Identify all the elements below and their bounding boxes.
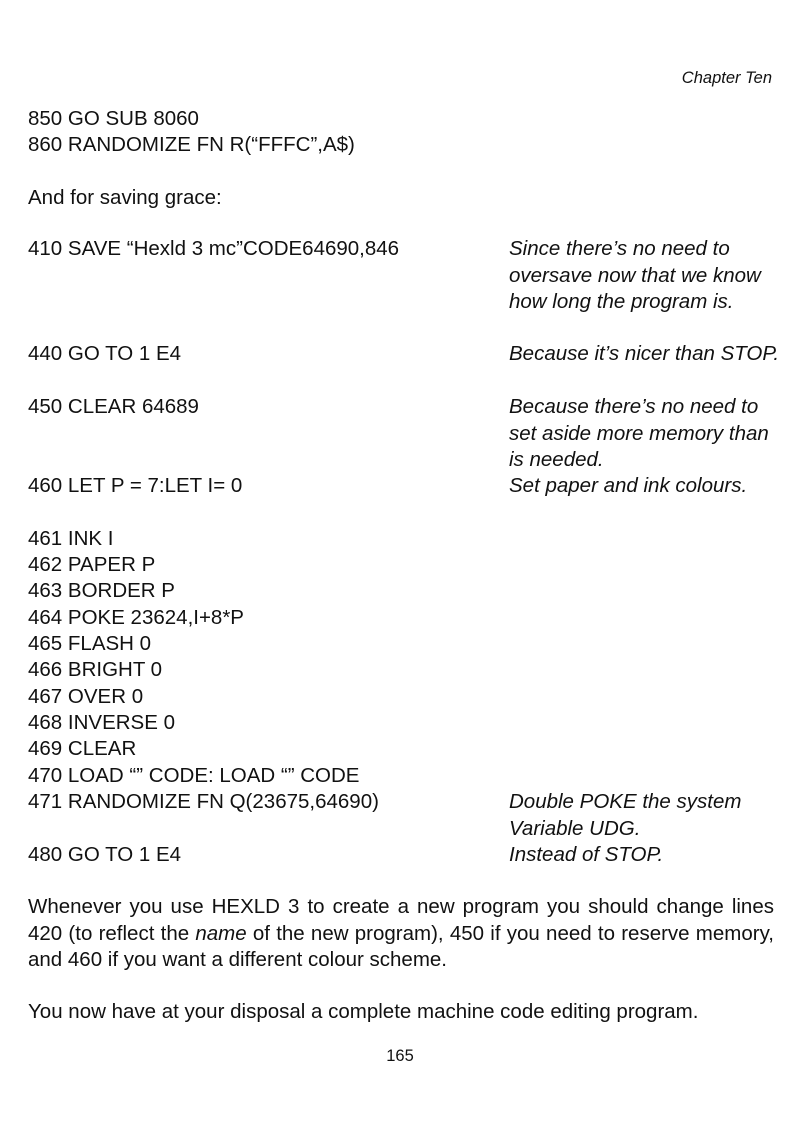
code-line: 440 GO TO 1 E4	[28, 342, 182, 365]
code-line: 468 INVERSE 0	[28, 711, 175, 734]
code-annotation: Because there’s no need to set aside more memory than is needed.	[509, 395, 769, 471]
code-line: 460 LET P = 7:LET I= 0	[28, 474, 243, 497]
page-number: 165	[386, 1047, 414, 1065]
code-line: 465 FLASH 0	[28, 632, 152, 655]
body-paragraph: You now have at your disposal a complete machine code editing program.	[28, 1000, 699, 1023]
running-head: Chapter Ten	[681, 69, 772, 87]
code-annotation: Set paper and ink colours.	[509, 474, 748, 497]
code-line: 466 BRIGHT 0	[28, 658, 163, 681]
code-line: 467 OVER 0	[28, 685, 144, 708]
code-annotation: Because it’s nicer than STOP.	[509, 342, 780, 365]
code-line: 410 SAVE “Hexld 3 mc”CODE64690,846	[28, 237, 400, 260]
code-annotation: Double POKE the system Variable UDG.	[509, 790, 742, 840]
code-annotation: Since there’s no need to oversave now that we know how long the program is.	[509, 237, 761, 313]
code-line: 469 CLEAR	[28, 737, 137, 760]
body-paragraph	[28, 894, 774, 974]
code-line: 461 INK I	[28, 527, 114, 550]
code-line: 462 PAPER P	[28, 553, 156, 576]
paragraph-emphasis: name	[195, 921, 247, 945]
code-line: 850 GO SUB 8060	[28, 107, 199, 130]
code-line: 464 POKE 23624,I+8*P	[28, 606, 244, 629]
code-line: 470 LOAD “” CODE: LOAD “” CODE	[28, 764, 360, 787]
paragraph-text: Whenever you use HEXLD 3 to create a new program you should change lines 420 (to reflect the	[28, 895, 774, 945]
code-line: 471 RANDOMIZE FN Q(23675,64690)	[28, 790, 379, 813]
paragraph-text: of the new program), 450 if you need to reserve memory, and 460 if you want a different colour scheme.	[28, 921, 775, 971]
code-line: 860 RANDOMIZE FN R(“FFFC”,A$)	[28, 133, 355, 156]
intro-text: And for saving grace:	[28, 186, 222, 209]
code-line: 463 BORDER P	[28, 579, 175, 602]
code-line: 450 CLEAR 64689	[28, 395, 199, 418]
code-annotation: Instead of STOP.	[509, 843, 664, 866]
code-line: 480 GO TO 1 E4	[28, 843, 182, 866]
